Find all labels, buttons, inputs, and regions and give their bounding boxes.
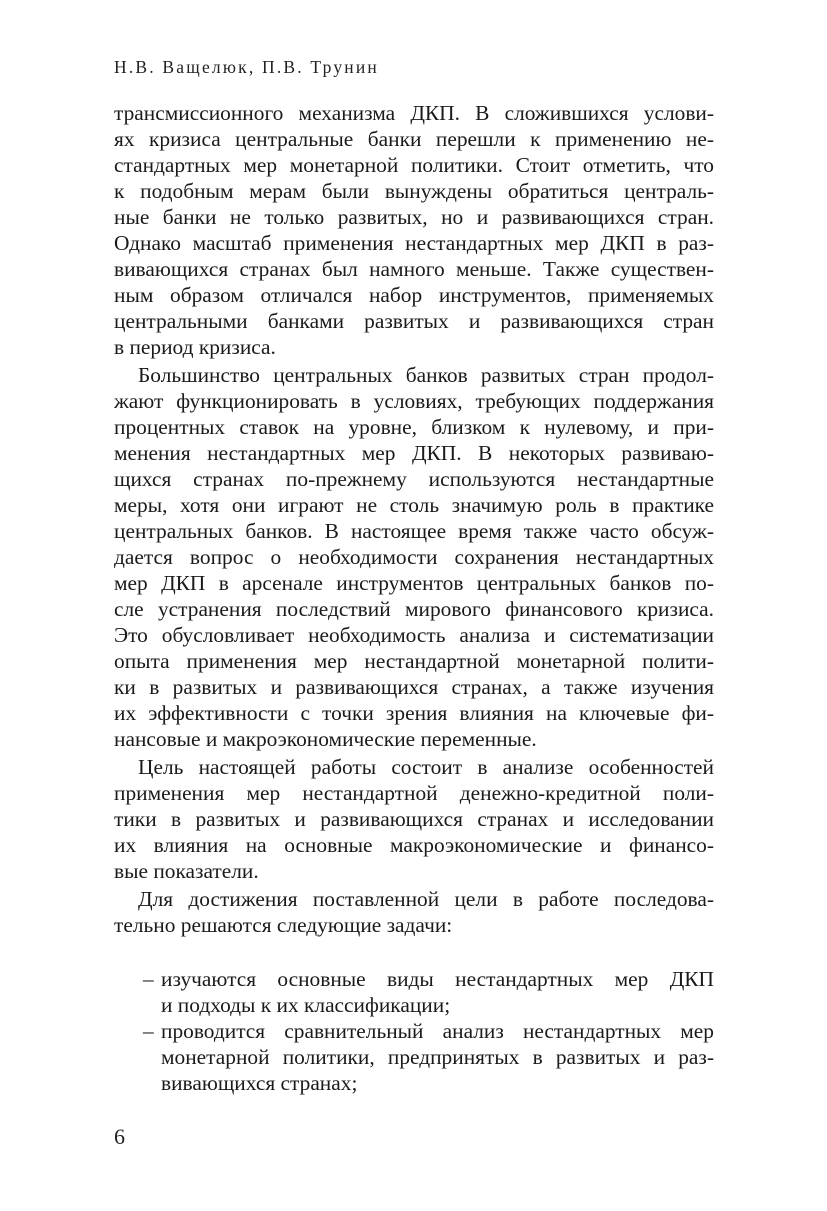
text-line: трансмиссионного механизма ДКП. В сложившихся услови-: [114, 101, 714, 125]
text-line: их эффективности с точки зрения влияния на ключевые фи-: [114, 701, 714, 725]
text-line: изучаются основные виды нестандартных мер ДКП: [161, 967, 714, 991]
text-line: Это обусловливает необходимость анализа и систематизации: [114, 623, 714, 647]
running-head: Н.В. Ващелюк, П.В. Трунин: [114, 57, 379, 77]
text-line: монетарной политики, предпринятых в развитых и раз-: [161, 1045, 714, 1069]
text-line: вивающихся странах был намного меньше. Также существен-: [114, 257, 714, 281]
text-line: стандартных мер монетарной политики. Стоит отметить, что: [114, 153, 714, 177]
text-line: в период кризиса.: [114, 335, 276, 359]
text-line: ях кризиса центральные банки перешли к применению не-: [114, 127, 714, 151]
text-line: и подходы к их классификации;: [161, 993, 451, 1017]
page-number: 6: [114, 1124, 125, 1149]
text-line: менения нестандартных мер ДКП. В некоторых развиваю-: [114, 441, 714, 465]
paragraph: [114, 100, 714, 360]
text-line: сле устранения последствий мирового финансового кризиса.: [114, 597, 714, 621]
task-list: [114, 966, 714, 1096]
text-line: Цель настоящей работы состоит в анализе особенностей: [138, 755, 714, 779]
list-item: [114, 966, 714, 1018]
text-line: нансовые и макроэкономические переменные.: [114, 727, 537, 751]
text-line: их влияния на основные макроэкономические и финансо-: [114, 833, 714, 857]
list-dash: –: [143, 1019, 154, 1043]
text-line: ки в развитых и развивающихся странах, а также изучения: [114, 675, 714, 699]
text-line: центральных банков. В настоящее время также часто обсуж-: [114, 519, 714, 543]
text-line: ные банки не только развитых, но и развивающихся стран.: [114, 205, 714, 229]
text-line: вивающихся странах;: [161, 1071, 358, 1095]
text-line: Для достижения поставленной цели в работе последова-: [138, 887, 714, 911]
text-line: жают функционировать в условиях, требующих поддержания: [114, 389, 714, 413]
paragraph: [114, 754, 714, 884]
text-line: щихся странах по-прежнему используются нестандартные: [114, 467, 714, 491]
text-line: тельно решаются следующие задачи:: [114, 913, 453, 937]
text-line: применения мер нестандартной денежно-кредитной поли-: [114, 781, 714, 805]
paragraph: [114, 886, 714, 938]
text-line: опыта применения мер нестандартной монетарной полити-: [114, 649, 714, 673]
text-line: ным образом отличался набор инструментов, применяемых: [114, 283, 714, 307]
text-line: мер ДКП в арсенале инструментов центральных банков по-: [114, 571, 714, 595]
paragraph: [114, 362, 714, 752]
text-line: центральными банками развитых и развивающихся стран: [114, 309, 714, 333]
text-line: Однако масштаб применения нестандартных мер ДКП в раз-: [114, 231, 714, 255]
list-dash: –: [143, 967, 154, 991]
text-line: вые показатели.: [114, 859, 259, 883]
text-line: Большинство центральных банков развитых стран продол-: [138, 363, 714, 387]
text-line: тики в развитых и развивающихся странах и исследовании: [114, 807, 714, 831]
text-line: меры, хотя они играют не столь значимую роль в практике: [114, 493, 714, 517]
main-text: [114, 100, 714, 1096]
list-item: [114, 1018, 714, 1096]
text-line: к подобным мерам были вынуждены обратиться централь-: [114, 179, 714, 203]
text-line: дается вопрос о необходимости сохранения нестандартных: [114, 545, 714, 569]
text-line: проводится сравнительный анализ нестандартных мер: [161, 1019, 714, 1043]
text-line: процентных ставок на уровне, близком к нулевому, и при-: [114, 415, 714, 439]
